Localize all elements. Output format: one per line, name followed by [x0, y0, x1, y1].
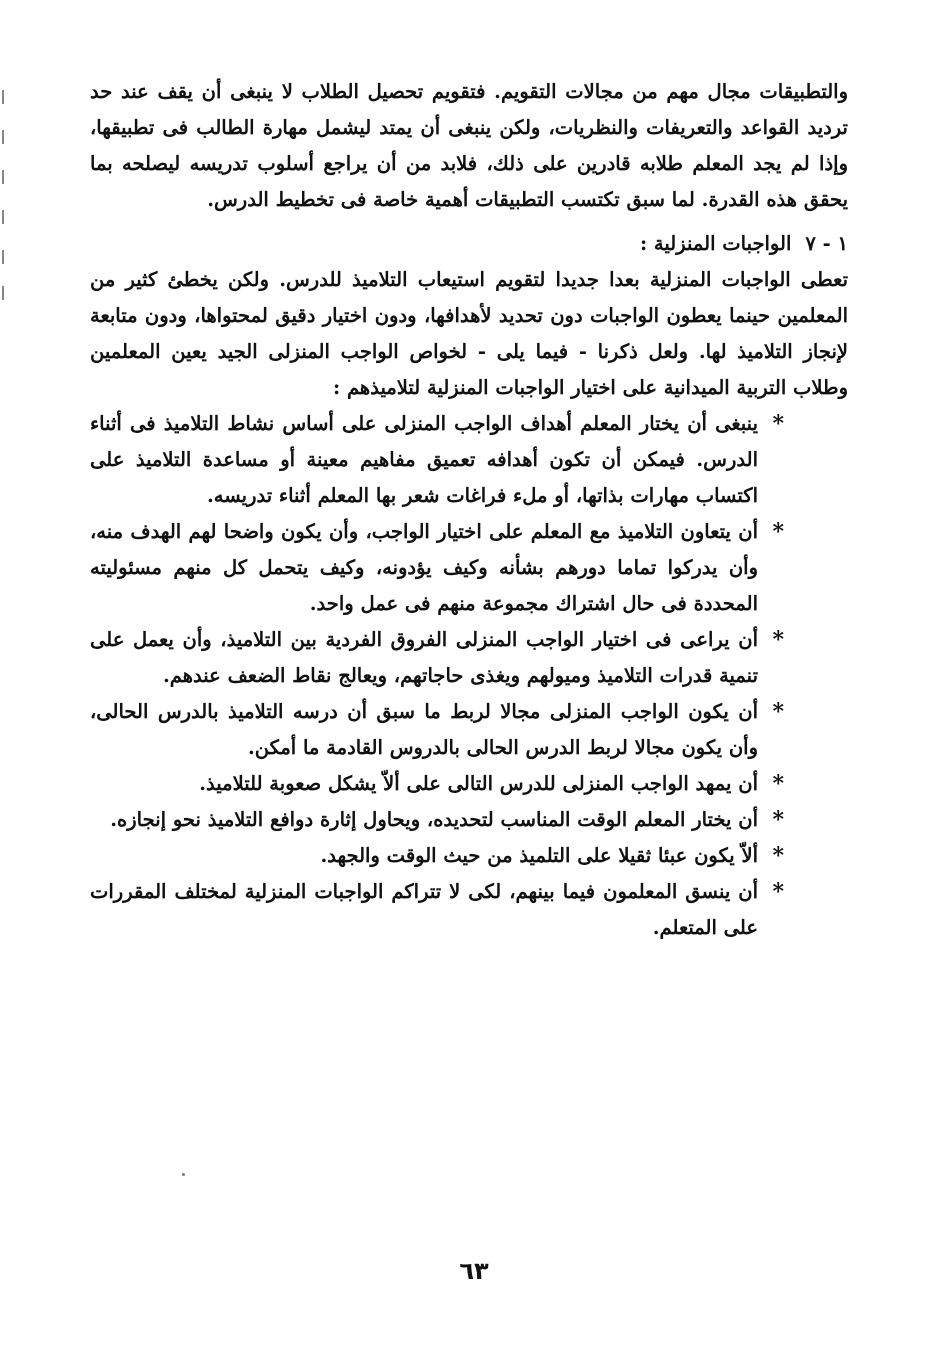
page-number: ٦٣ — [459, 1257, 489, 1285]
bullet-star-icon: * — [772, 519, 784, 545]
intro-paragraph: والتطبيقات مجال مهم من مجالات التقويم. فتقويم تحصيل الطلاب لا ينبغى أن يقف عند حد ترديد القواعد والتعريفات والنظريات، ولكن ينبغى أن يمتد ليشمل مهارة الطالب فى تطبيقها، وإذا لم يجد المعلم طلابه قادرين على ذلك، فلابد من أن يراجع أسلوب تدريسه ليصلحه بما يحقق هذه القدرة. لما سبق تكتسب التطبيقات أهمية خاصة فى تخطيط الدرس. — [90, 80, 848, 211]
list-item: * ألاّ يكون عبئا ثقيلا على التلميذ من حيث الوقت والجهد. — [90, 838, 848, 874]
bullet-star-icon: * — [772, 843, 784, 869]
bullet-star-icon: * — [772, 627, 784, 653]
bullet-star-icon: * — [772, 879, 784, 905]
bullet-star-icon: * — [772, 699, 784, 725]
bullet-star-icon: * — [772, 411, 784, 437]
section-number: ١ - ٧ — [805, 232, 848, 255]
list-item: * أن يكون الواجب المنزلى مجالا لربط ما سبق أن درسه التلاميذ بالدرس الحالى، وأن يكون مجالا لربط الدرس الحالى بالدروس القادمة ما أمكن. — [90, 694, 848, 766]
section-heading — [90, 226, 848, 262]
list-item: * ينبغى أن يختار المعلم أهداف الواجب المنزلى على أساس نشاط التلاميذ فى أثناء الدرس. فيمكن أن تكون أهدافه تعميق مفاهيم معينة أو مساعدة التلاميذ على اكتساب مهارات بذاتها، أو ملء فراغات شعر بها المعلم أثناء تدريسه. — [90, 406, 848, 514]
homework-paragraph: تعطى الواجبات المنزلية بعدا جديدا لتقويم استيعاب التلاميذ للدرس. ولكن يخطئ كثير من المعلمين حينما يعطون الواجبات دون تحديد لأهدافها، ودون اختيار دقيق لمحتواها، ودون متابعة لإنجاز التلاميذ لها. ولعل ذكرنا - فيما يلى - لخواص الواجب المنزلى الجيد يعين المعلمين وطلاب التربية الميدانية على اختيار الواجبات المنزلية لتلاميذهم : — [90, 268, 848, 399]
list-item: * أن ينسق المعلمون فيما بينهم، لكى لا تتراكم الواجبات المنزلية لمختلف المقررات على المتعلم. — [90, 874, 848, 946]
list-item: * أن يتعاون التلاميذ مع المعلم على اختيار الواجب، وأن يكون واضحا لهم الهدف منه، وأن يدركوا تماما دورهم بشأنه وكيف يؤدونه، وكيف يتحمل كل منهم مسئوليته المحددة فى حال اشتراك مجموعة منهم فى عمل واحد. — [90, 514, 848, 622]
list-item: * أن يراعى فى اختيار الواجب المنزلى الفروق الفردية بين التلاميذ، وأن يعمل على تنمية قدرات التلاميذ وميولهم ويغذى حاجاتهم، ويعالج نقاط الضعف عندهم. — [90, 622, 848, 694]
bullet-star-icon: * — [772, 807, 784, 833]
bullet-star-icon: * — [772, 771, 784, 797]
print-speck — [182, 1173, 185, 1176]
list-item: * أن يمهد الواجب المنزلى للدرس التالى على ألاّ يشكل صعوبة للتلاميذ. — [90, 766, 848, 802]
margin-marks — [2, 90, 5, 300]
page-content — [90, 74, 848, 946]
section-title: الواجبات المنزلية : — [639, 232, 792, 255]
list-item: * أن يختار المعلم الوقت المناسب لتحديده، ويحاول إثارة دوافع التلاميذ نحو إنجازه. — [90, 802, 848, 838]
homework-criteria-list — [90, 406, 848, 946]
